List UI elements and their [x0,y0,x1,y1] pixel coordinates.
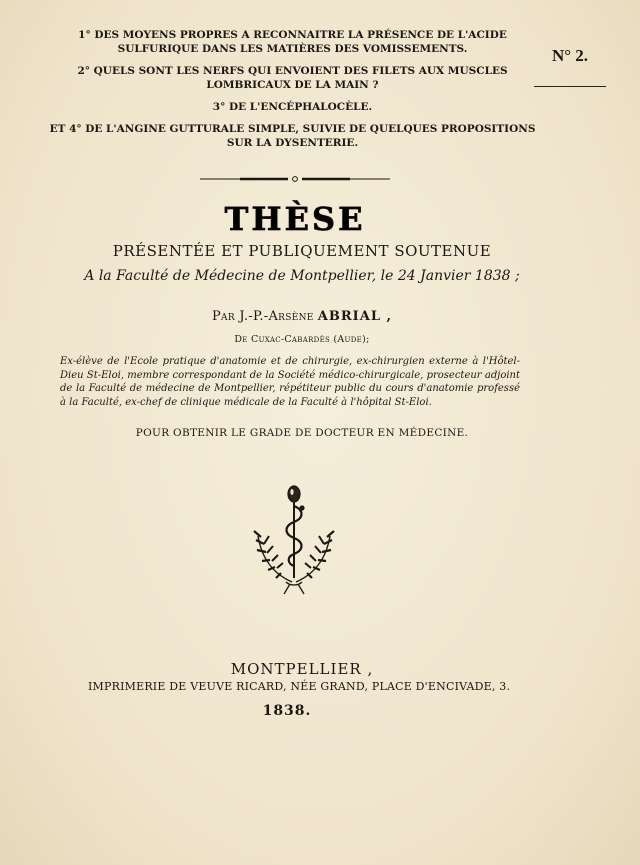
author-surname: ABRIAL , [317,309,393,324]
author-origin: De Cuxac-Cabardès (Aude); [234,334,370,345]
thesis-number: N° 2. [551,46,589,65]
author-credentials: Ex-élève de l'Ecole pratique d'anatomie et de chirurgie, ex-chirurgien externe à l'Hôtel-Dieu St-Eloi, membre correspondant de la Société médico-chirurgicale, prosecteur adjoint de la Faculté de médecine de Montpellier, répétiteur public du cours d'anatomie professé à la Faculté, ex-chef de clinique médicale de la Faculté à l'hôpital St-Eloi. [60,356,520,408]
thesis-heading-text: THÈSE [224,200,366,238]
ornamental-rule-icon [200,175,390,183]
topic-1: 1° DES MOYENS PROPRES A RECONNAITRE LA PRÉSENCE DE L'ACIDE SULFURIQUE DANS LES MATIÈRES DES VOMISSEMENTS. [78,29,507,55]
imprint-city: MONTPELLIER , [230,660,374,678]
thesis-topics [40,28,545,158]
imprint-printer: IMPRIMERIE DE VEUVE RICARD, NÉE GRAND, PLACE D'ENCIVADE, 3. [88,680,511,693]
topic-2: 2° QUELS SONT LES NERFS QUI ENVOIENT DES FILETS AUX MUSCLES LOMBRICAUX DE LA MAIN ? [77,65,508,91]
author-line [0,309,604,324]
degree-line: POUR OBTENIR LE GRADE DE DOCTEUR EN MÉDECINE. [135,427,469,439]
topic-3: 3° DE L'ENCÉPHALOCÈLE. [212,101,373,113]
presented-line: PRÉSENTÉE ET PUBLIQUEMENT SOUTENUE [112,242,492,260]
caduceus-laurel-icon [244,482,344,598]
topic-4: ET 4° DE L'ANGINE GUTTURALE SIMPLE, SUIVIE DE QUELQUES PROPOSITIONS SUR LA DYSENTERIE. [49,123,536,149]
thesis-number-rule [534,86,606,87]
imprint-year: 1838. [262,703,312,719]
author-by: Par J.-P.-Arsène [211,309,314,324]
faculty-line: A la Faculté de Médecine de Montpellier, le 24 Janvier 1838 ; [84,268,520,284]
thesis-heading [0,200,590,238]
